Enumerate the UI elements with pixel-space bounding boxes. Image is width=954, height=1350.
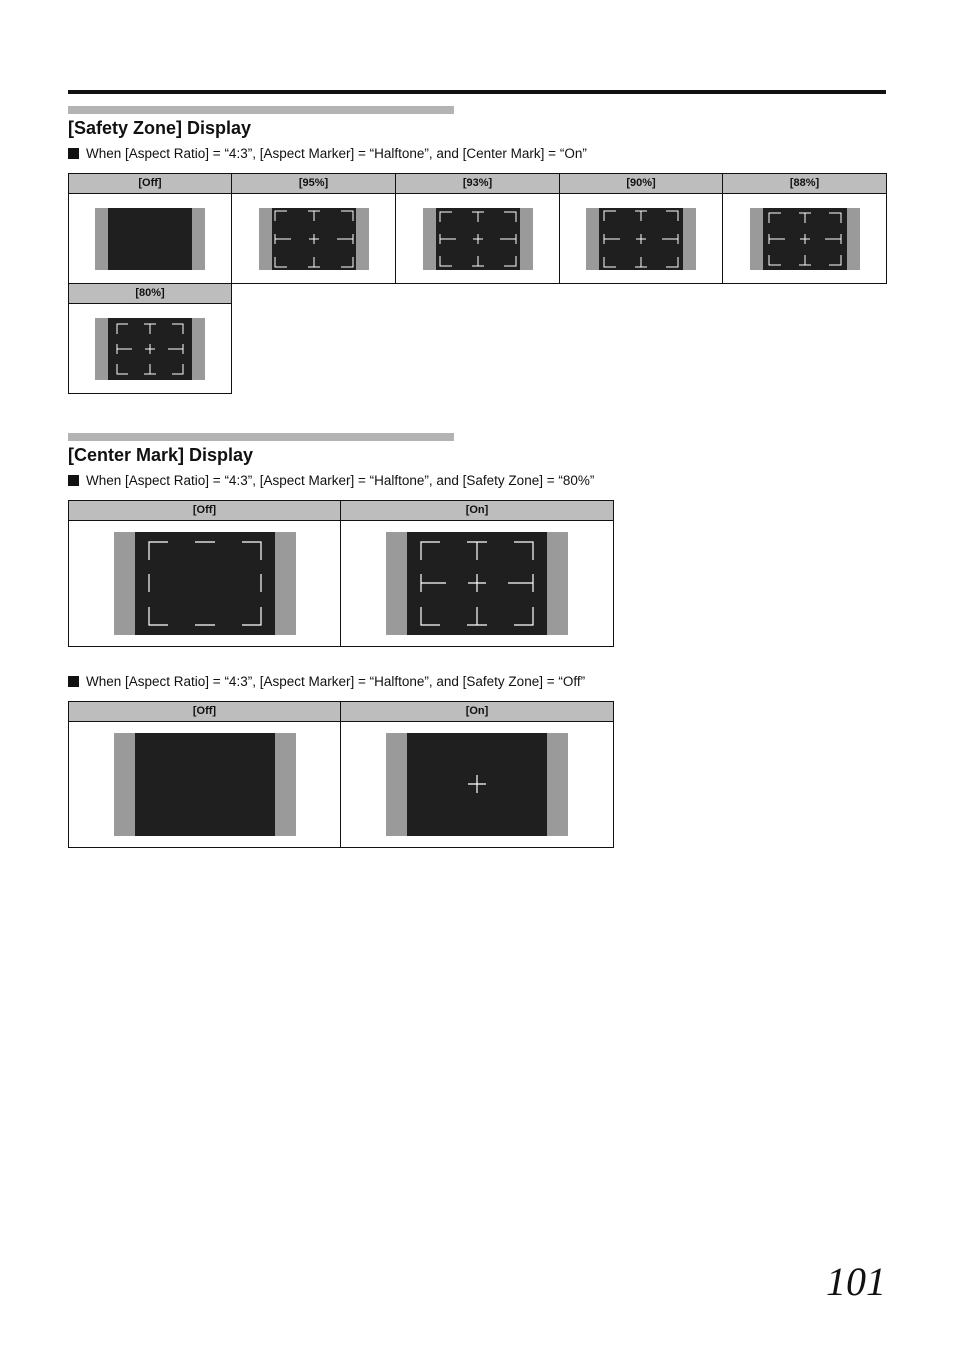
screen-preview-center-on [386, 532, 568, 635]
screen-preview-off [95, 208, 205, 270]
col-header-off: [Off] [69, 501, 341, 521]
bullet-square-icon [68, 676, 79, 687]
cell-center-on-nozone [341, 722, 614, 848]
col-header-80: [80%] [69, 284, 232, 304]
col-header-on: [On] [341, 702, 614, 722]
safety-zone-condition: When [Aspect Ratio] = “4:3”, [Aspect Marker] = “Halftone”, and [Center Mark] = “On” [68, 145, 587, 163]
screen-preview-88 [750, 208, 860, 270]
cell-88 [723, 194, 887, 284]
center-mark-table-1 [68, 500, 614, 647]
top-rule [68, 90, 886, 94]
col-header-off: [Off] [69, 174, 232, 194]
screen-preview-93 [423, 208, 533, 270]
center-mark-condition-1: When [Aspect Ratio] = “4:3”, [Aspect Marker] = “Halftone”, and [Safety Zone] = “80%” [68, 472, 594, 490]
center-mark-condition-2: When [Aspect Ratio] = “4:3”, [Aspect Marker] = “Halftone”, and [Safety Zone] = “Off” [68, 673, 585, 691]
cell-95 [232, 194, 396, 284]
safety-zone-title: [Safety Zone] Display [68, 118, 252, 138]
cell-80 [69, 304, 232, 394]
col-header-90: [90%] [560, 174, 723, 194]
safety-zone-table [68, 173, 887, 394]
center-mark-title: [Center Mark] Display [68, 445, 254, 465]
center-mark-table-2 [68, 701, 614, 848]
bullet-square-icon [68, 475, 79, 486]
col-header-93: [93%] [396, 174, 560, 194]
cell-center-off-nozone [69, 722, 341, 848]
col-header-off: [Off] [69, 702, 341, 722]
screen-preview-center-off [114, 532, 296, 635]
cell-center-off-80 [69, 521, 341, 647]
page-number: 101 [826, 1259, 886, 1304]
cell-center-on-80 [341, 521, 614, 647]
section-bar-center-mark [68, 433, 454, 441]
screen-preview-95 [259, 208, 369, 270]
col-header-88: [88%] [723, 174, 887, 194]
col-header-95: [95%] [232, 174, 396, 194]
section-bar-safety-zone [68, 106, 454, 114]
bullet-square-icon [68, 148, 79, 159]
screen-preview-80 [95, 318, 205, 380]
cell-93 [396, 194, 560, 284]
screen-preview-center-on-nozone [386, 733, 568, 836]
screen-preview-center-off-nozone [114, 733, 296, 836]
col-header-on: [On] [341, 501, 614, 521]
screen-preview-90 [586, 208, 696, 270]
cell-90 [560, 194, 723, 284]
cell-off [69, 194, 232, 284]
